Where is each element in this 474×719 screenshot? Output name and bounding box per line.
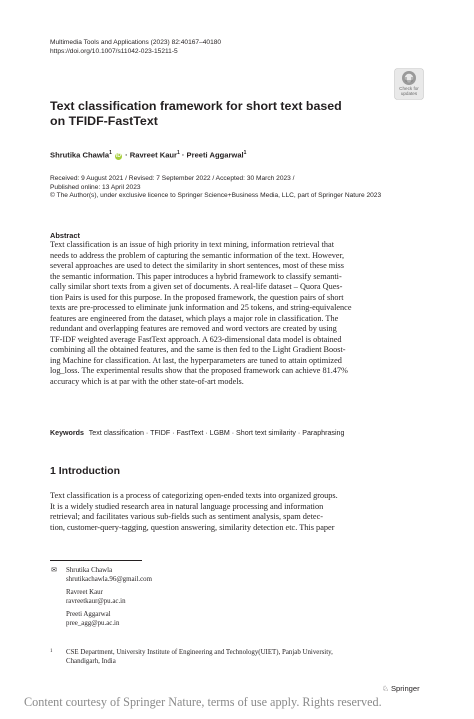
journal-header	[50, 39, 221, 56]
abstract-line: ing Machine for classification. At last, the hyperparameters are tuned to attain optimized	[50, 355, 342, 365]
abstract-line: several approaches are used to detect the similarity in short sentences, most of these miss	[50, 261, 344, 270]
paper-title: Text classification framework for short text based on TFIDF-FastText	[50, 99, 342, 129]
abstract-line: Text classification is an issue of high priority in text mining, information retrieval that	[50, 240, 334, 249]
publisher-logo	[382, 684, 420, 693]
check-for-updates-label[interactable]: Check for updates	[399, 86, 419, 97]
abstract-line: cally similar short texts from a given set of documents. A real-life dataset – Quora Ques-	[50, 282, 343, 291]
author-list	[50, 150, 246, 160]
correspondence-block	[50, 566, 152, 629]
author-separator: ·	[179, 150, 187, 160]
section-heading-introduction: 1 Introduction	[50, 465, 120, 477]
affiliation-marker: 1	[109, 150, 112, 156]
abstract-body	[50, 240, 424, 387]
affiliation-marker: 1	[177, 150, 180, 156]
corr-name: Shrutika Chawla	[66, 567, 113, 574]
intro-line: It is a widely studied research area in natural language processing and information	[50, 501, 324, 511]
journal-citation: Multimedia Tools and Applications (2023) 82:40167–40180	[50, 39, 222, 46]
copyright-notice: © The Author(s), under exclusive licence to Springer Science+Business Media, LLC, part of Springer Nature 2023	[50, 192, 382, 200]
envelope-icon: ✉	[51, 566, 57, 574]
abstract-line: accuracy which is at par with the other state-of-art models.	[50, 376, 244, 386]
introduction-body	[50, 491, 424, 533]
abstract-heading: Abstract	[50, 231, 80, 240]
springer-horse-icon: ♘	[382, 684, 389, 693]
author-name[interactable]: Preeti Aggarwal	[186, 150, 244, 160]
corr-email[interactable]: ravreetkaur@pu.ac.in	[66, 597, 126, 605]
abstract-line: combining all the obtained features, and the same is then fed to the Light Gradient Boost-	[50, 345, 346, 354]
abstract-line: log_loss. The experimental results show that the proposed framework can achieve 81.47%	[50, 366, 348, 375]
keywords	[50, 429, 344, 437]
corr-name: Ravreet Kaur	[66, 589, 103, 597]
corr-email[interactable]: shrutikachawla.96@gmail.com	[66, 575, 152, 583]
abstract-line: texts are pre-processed to eliminate junk information and 25 tokens, and string-equivalence	[50, 303, 352, 312]
courtesy-watermark: Content courtesy of Springer Nature, terms of use apply. Rights reserved.	[24, 695, 382, 709]
corr-email[interactable]: pree_agg@pu.ac.in	[66, 619, 120, 627]
author-name[interactable]: Shrutika Chawla	[50, 150, 110, 160]
abstract-line: redundant and overlapping features are removed and word vectors are created by using	[50, 324, 337, 333]
author-separator: ·	[122, 150, 130, 160]
keywords-list: Text classification · TFIDF · FastText · LGBM · Short text similarity · Paraphrasing	[88, 429, 345, 437]
affiliation-marker: 1	[243, 150, 247, 156]
abstract-line: TF-IDF weighted average FastText approach. A 623-dimensional data model is obtained	[50, 334, 342, 344]
affiliation: 1 CSE Department, University Institute of Engineering and Technology(UIET), Panjab University, Chandigarh, India	[50, 649, 333, 665]
intro-line: Text classification is a process of categorizing open-ended texts into organized groups.	[50, 491, 338, 500]
abstract-line: the semantic information. This paper introduces a hybrid framework to classify semanti-	[50, 271, 342, 281]
publisher-name: Springer	[390, 684, 420, 693]
orcid-icon[interactable]: iD	[115, 152, 121, 159]
author-name[interactable]: Ravreet Kaur	[129, 150, 178, 160]
abstract-line: features are engineered from the dataset, which plays a major role in classification. The	[50, 313, 339, 323]
abstract-line: tion Pairs is used for this purpose. In the proposed framework, the question pairs of short	[50, 292, 344, 302]
abstract-line: needs to address the problem of capturing the semantic information of the text. However,	[50, 250, 345, 260]
keywords-label: Keywords	[50, 429, 84, 437]
intro-line: tion, customer-query-tagging, question answering, similarity detection etc. This paper	[50, 522, 335, 532]
publication-dates: Received: 9 August 2021 / Revised: 7 September 2022 / Accepted: 30 March 2023 / Published online: 13 April 2023 © The Author(s), under exclusive licence to Springer Science+Business Media, LLC, part of Springer Nature 2023	[50, 175, 382, 200]
footnote-divider	[50, 560, 142, 561]
affiliation-number: 1	[50, 649, 53, 654]
corr-name: Preeti Aggarwal	[66, 611, 111, 619]
doi-link[interactable]: https://doi.org/10.1007/s11042-023-15211-5	[50, 47, 178, 55]
intro-line: retrieval; and facilitates various sub-fields such as sentiment analysis, spam detec-	[50, 512, 324, 522]
